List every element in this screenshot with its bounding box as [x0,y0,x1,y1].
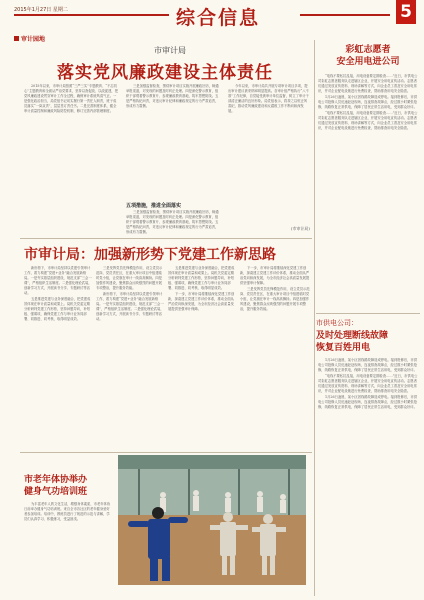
page-number: 5 [396,0,416,24]
photo-story-headline: 市老年体协举办 健身气功培训班 [24,475,88,497]
tag-label: 审计园地 [21,36,46,43]
band-column-3: 五是推进党建与业务深度融合，把党建成效体现在审计质量和成果上。局机关党委定期分析研判党建工作形势，坚持问题导向，补短板、强弱项，确保党建工作与审计业务同部署、同推进、同考核，取得明显成效。 下一步，市审计局将继续深化党建工作创新，探索建立党建工作评价体系，推动全面从严治党向纵深发展，为全市经济社会高质量发展提供坚强审计保障。 [168,266,235,311]
column-divider [314,40,315,596]
sidebar-story-text: “电线不要私拉乱接，用电设备要定期检查……”近日，市供电公司彩虹志愿者服务队走进辖区企业，开展安全用电宣传活动。志愿者们通过发放宣传资料、现场讲解等方式，向企业员工普及安全用电常识，并对企业配电设施进行免费检查，帮助排查用电安全隐患。 1月26日凌晨，某小区因线路故障造成停电。接到报修后，市供电公司抢修人员迅速赶赴现场，连夜排查故障点，经过数小时紧张抢修，线路恢复正常供电，保障了居民正常生活用电，受到群众好评。 “电线不要私拉乱接，用电设备要定期检查……”近日，市供电公司彩虹志愿者服务队走进辖区企业，开展安全用电宣传活动。志愿者们通过发放宣传资料、现场讲解等方式，向企业员工普及安全用电常识，并对企业配电设施进行免费检查，帮助排查用电安全隐患。 [318,74,418,130]
masthead [0,0,424,28]
lead-byline: (市审计局) [290,226,310,231]
band-column-2: 三是发挥党员先锋模范作用，设立党员示范岗、党员责任区，在重大审计项目中组建临时党小组，让党旗在审计一线高高飘扬。四是加强作风建设，聚焦群众反映强烈的问题开展专项整治，提升服务效能。 新形势下，市审计局坚持以党建引领审计工作，着力构建“党建+业务”融合发展新格局。一是夯实基层组织建设，规范支部“三会一课”，严格组织生活制度。二是强化理论武装，创新学习方式，开展读书分享、专题研讨等活动。 [96,266,164,321]
band-headline: 市审计局：加强新形势下党建工作新思路 [24,247,276,263]
lead-column-2: 三是加强监督检查，围绕审计项目实施开展廉政回访，畅通举报渠道，对发现的问题及时纠正处理。四是深化警示教育，组织干部观看警示教育片、参观廉政教育基地，筑牢思想防线。五是严格执纪问责，对违反审计纪律和廉政规定的行为严肃追责，形成有力震慑。 [126,84,219,108]
divider [20,452,312,453]
band-column-1: 新形势下，市审计局坚持以党建引领审计工作，着力构建“党建+业务”融合发展新格局。一是夯实基层组织建设，规范支部“三会一课”，严格组织生活制度。二是强化理论武装，创新学习方式，开展读书分享、专题研讨等活动。 五是推进党建与业务深度融合，把党建成效体现在审计质量和成果上。局机关党委定期分析研判党建工作形势，坚持问题导向，补短板、强弱项，确保党建工作与审计业务同部署、同推进、同考核，取得明显成效。 [24,266,92,321]
lead-column-2b: 三是加强监督检查，围绕审计项目实施开展廉政回访，畅通举报渠道，对发现的问题及时纠正处理。四是深化警示教育，组织干部观看警示教育片、参观廉政教育基地，筑牢思想防线。五是严格执纪问责，对违反审计纪律和廉政规定的行为严肃追责，形成有力震慑。 [126,210,219,234]
divider [316,313,420,314]
band-column-4: 下一步，市审计局将继续深化党建工作创新，探索建立党建工作评价体系，推动全面从严治党向纵深发展，为全市经济社会高质量发展提供坚强审计保障。 三是发挥党员先锋模范作用，设立党员示范岗、党员责任区，在重大审计项目中组建临时党小组，让党旗在审计一线高高飘扬。四是加强作风建设，聚焦群众反映强烈的问题开展专项整治，提升服务效能。 [240,266,310,311]
lead-column-1: 2015年以来，市审计局按照“三严三实”专题教育、“不忘初心”主题教育和全面从严治党要求，坚持以查促改、以改促建，把党风廉政建设贯穿审计工作全过程，确保审计系统风清气正。一是强化政治担当，局党组书记切实履行第一责任人职责，班子成员落实“一岗双责”，层层签订责任书。二是完善制度体系，健全审计质量控制和廉政风险防控机制，修订完善内部管理制度。 [24,84,118,113]
sidebar2-kicker: 市供电公司： [316,319,358,327]
tag-square-icon [14,36,19,41]
lead-subhead: 五项措施，推进全面落实 [126,203,182,209]
sidebar2-story-text: 1月26日凌晨，某小区因线路故障造成停电。接到报修后，市供电公司抢修人员迅速赶赴现场，连夜排查故障点，经过数小时紧张抢修，线路恢复正常供电，保障了居民正常生活用电，受到群众好评。 “电线不要私拉乱接，用电设备要定期检查……”近日，市供电公司彩虹志愿者服务队走进辖区企业，开展安全用电宣传活动。志愿者们通过发放宣传资料、现场讲解等方式，向企业员工普及安全用电常识，并对企业配电设施进行免费检查，帮助排查用电安全隐患。 1月26日凌晨，某小区因线路故障造成停电。接到报修后，市供电公司抢修人员迅速赶赴现场，连夜排查故障点，经过数小时紧张抢修，线路恢复正常供电，保障了居民正常生活用电，受到群众好评。 [318,358,418,409]
photo-story-text: 为丰富老年人的文化生活，增强身体素质，市老年体协日前举办健身气功培训班。来自全市各社区的老年健身爱好者参加培训。培训中，教练员进行了规范的示范与讲解，学员们认真学习、积极练习，受益匪浅。 [24,502,111,521]
issue-date: 2015年1月27日 星期二 [14,7,68,13]
lead-column-3: 今年以来，市审计局共开展专项审计项目多项，提出审计建议被采纳率明显提高。各审计组严格执行“八不准”工作纪律，自觉接受被审计单位监督，树立了审计干部清正廉洁的良好形象。局党组表示，将持之以恒正风肃纪，推动党风廉政建设和反腐败工作不断向纵深发展。 [228,84,309,113]
section-tag [14,34,45,43]
sidebar-headline: 彩虹志愿者 安全用电进公司 [336,45,400,67]
sidebar2-headline: 及时处理断线故障 恢复百姓用电 [316,331,389,353]
masthead-rule-left [14,14,169,16]
photo-illustration [118,455,306,585]
lead-kicker: 市审计局 [154,46,186,55]
taichi-class-photo [118,455,306,585]
section-title: 综合信息 [176,7,261,29]
divider [20,238,312,239]
lead-headline: 落实党风廉政建设主体责任 [57,63,273,83]
masthead-rule-right [300,14,390,16]
